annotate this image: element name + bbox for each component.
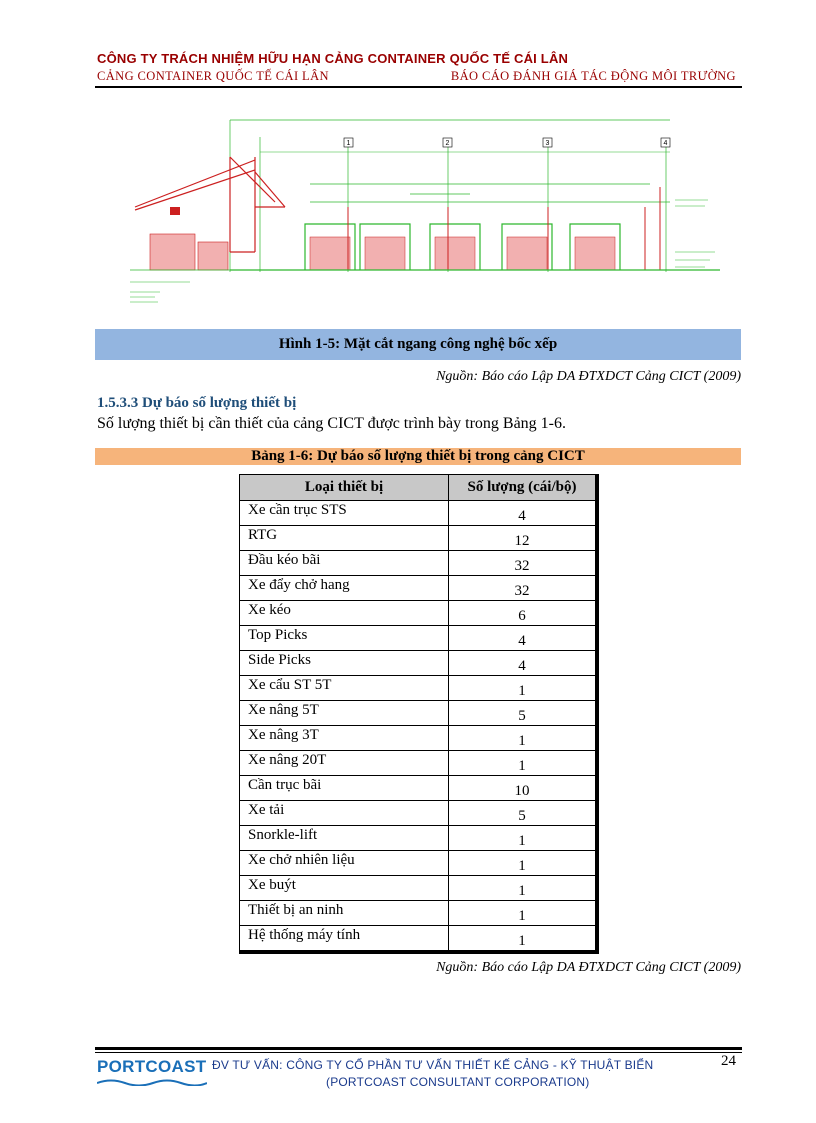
table-row: [240, 626, 598, 651]
table-caption: Bảng 1-6: Dự báo số lượng thiết bị trong cảng CICT: [95, 448, 741, 465]
table-row: [240, 726, 598, 751]
header-divider: [95, 86, 742, 88]
equipment-name: Xe cần trục STS: [240, 501, 449, 526]
equipment-name: Side Picks: [240, 651, 449, 676]
figure-caption: Hình 1-5: Mặt cắt ngang công nghệ bốc xếp: [95, 329, 741, 360]
equipment-name: Xe chở nhiên liệu: [240, 851, 449, 876]
footer-divider: [95, 1047, 742, 1050]
header-right: BÁO CÁO ĐÁNH GIÁ TÁC ĐỘNG MÔI TRƯỜNG: [450, 69, 736, 83]
ship-containers: [150, 234, 195, 270]
table-row: [240, 901, 598, 926]
table-row: [240, 526, 598, 551]
marker-1: [344, 138, 353, 147]
section-heading: 1.5.3.3 Dự báo số lượng thiết bị: [97, 395, 297, 411]
table-row: [240, 876, 598, 901]
cross-section-drawing: [130, 112, 728, 314]
equipment-qty: 1: [449, 751, 598, 776]
yard-containers: [310, 237, 615, 270]
table-row: [240, 576, 598, 601]
equipment-qty: 5: [449, 801, 598, 826]
header-quantity: Số lượng (cái/bộ): [449, 475, 598, 501]
table-row: [240, 676, 598, 701]
svg-text:4: 4: [663, 140, 668, 147]
equipment-qty: 4: [449, 651, 598, 676]
table-row: [240, 801, 598, 826]
equipment-name: Cần trục bãi: [240, 776, 449, 801]
footer-consultant-en: (PORTCOAST CONSULTANT CORPORATION): [326, 1075, 590, 1089]
equipment-name: RTG: [240, 526, 449, 551]
equipment-table: [239, 474, 599, 954]
figure-source: Nguồn: Báo cáo Lập DA ĐTXDCT Cảng CICT (2009): [436, 369, 741, 384]
equipment-name: Thiết bị an ninh: [240, 901, 449, 926]
equipment-name: Xe cẩu ST 5T: [240, 676, 449, 701]
equipment-qty: 1: [449, 926, 598, 953]
svg-text:2: 2: [445, 140, 450, 147]
equipment-qty: 1: [449, 876, 598, 901]
equipment-name: Xe kéo: [240, 601, 449, 626]
equipment-qty: 32: [449, 576, 598, 601]
header-equipment-type: Loại thiết bị: [240, 475, 449, 501]
equipment-name: Xe nâng 5T: [240, 701, 449, 726]
ship-containers: [198, 242, 228, 270]
equipment-qty: 1: [449, 826, 598, 851]
equipment-name: Xe buýt: [240, 876, 449, 901]
equipment-qty: 1: [449, 901, 598, 926]
company-header: CÔNG TY TRÁCH NHIỆM HỮU HẠN CẢNG CONTAINER QUỐC TẾ CÁI LÂN: [97, 51, 569, 66]
table-row: [240, 751, 598, 776]
equipment-qty: 4: [449, 626, 598, 651]
equipment-name: Xe tải: [240, 801, 449, 826]
equipment-name: Top Picks: [240, 626, 449, 651]
equipment-name: Hệ thống máy tính: [240, 926, 449, 953]
page-number: 24: [721, 1053, 736, 1069]
table-row: [240, 551, 598, 576]
table-row: [240, 926, 598, 953]
footer-consultant: ĐV TƯ VẤN: CÔNG TY CỔ PHẦN TƯ VẤN THIẾT KẾ CẢNG - KỸ THUẬT BIỂN: [212, 1058, 654, 1072]
equipment-qty: 5: [449, 701, 598, 726]
table-row: [240, 601, 598, 626]
footer-divider-thin: [95, 1052, 742, 1053]
equipment-qty: 6: [449, 601, 598, 626]
svg-text:3: 3: [545, 140, 550, 147]
equipment-qty: 1: [449, 676, 598, 701]
table-row: [240, 826, 598, 851]
equipment-name: Xe nâng 3T: [240, 726, 449, 751]
marker-2: [443, 138, 452, 147]
equipment-qty: 12: [449, 526, 598, 551]
equipment-name: Snorkle-lift: [240, 826, 449, 851]
equipment-qty: 32: [449, 551, 598, 576]
table-row: [240, 651, 598, 676]
svg-text:1: 1: [346, 140, 351, 147]
marker-4: [661, 138, 670, 147]
equipment-name: Xe đẩy chở hang: [240, 576, 449, 601]
equipment-qty: 4: [449, 501, 598, 526]
table-header-row: [240, 475, 598, 501]
section-paragraph: Số lượng thiết bị cần thiết của cảng CICT được trình bày trong Bảng 1-6.: [97, 415, 566, 432]
header-left: CẢNG CONTAINER QUỐC TẾ CÁI LÂN: [97, 69, 329, 83]
table-source: Nguồn: Báo cáo Lập DA ĐTXDCT Cảng CICT (2009): [436, 960, 741, 975]
logo-wave-icon: [97, 1078, 207, 1086]
portcoast-logo: PORTCOAST: [97, 1057, 207, 1076]
table-row: [240, 501, 598, 526]
equipment-qty: 1: [449, 726, 598, 751]
spreader-icon: [170, 207, 180, 215]
table-row: [240, 701, 598, 726]
table-row: [240, 776, 598, 801]
marker-3: [543, 138, 552, 147]
table-row: [240, 851, 598, 876]
equipment-qty: 10: [449, 776, 598, 801]
equipment-name: Đầu kéo bãi: [240, 551, 449, 576]
equipment-qty: 1: [449, 851, 598, 876]
equipment-name: Xe nâng 20T: [240, 751, 449, 776]
